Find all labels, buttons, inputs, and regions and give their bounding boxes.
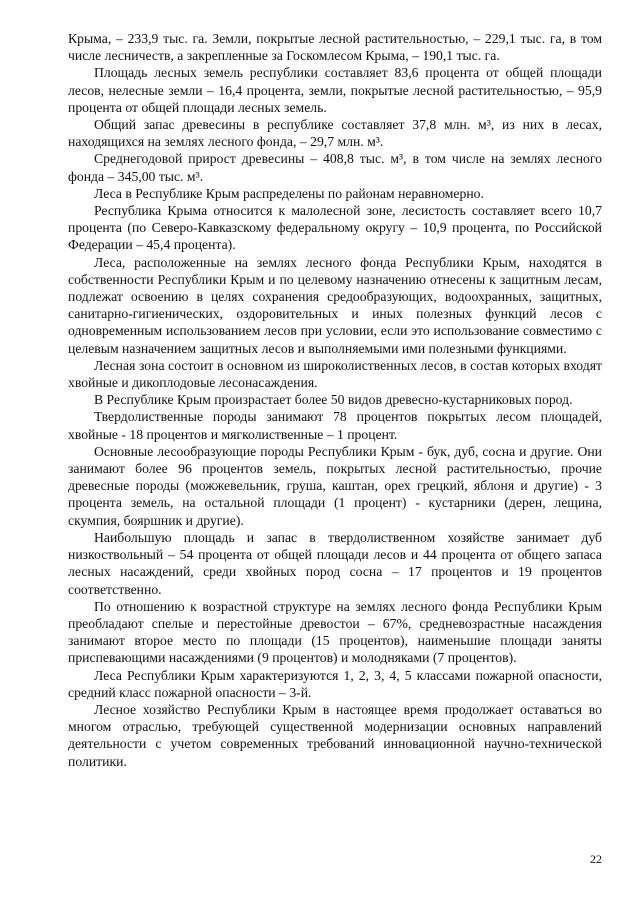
paragraph: Лесная зона состоит в основном из широколиственных лесов, в состав которых входят хвойные и дикоплодовые лесонасаждения. <box>68 357 602 391</box>
paragraph: Площадь лесных земель республики составляет 83,6 процента от общей площади лесов, нелесные земли – 16,4 процента, земли, покрытые лесной растительностью, – 95,9 процента от общей площади лесных земель. <box>68 65 602 115</box>
paragraph: Леса Республики Крым характеризуются 1, 2, 3, 4, 5 классами пожарной опасности, средний класс пожарной опасности – 3-й. <box>68 667 602 700</box>
paragraph: Общий запас древесины в республике составляет 37,8 млн. м³, из них в лесах, находящихся на землях лесного фонда, – 29,7 млн. м³. <box>68 117 602 150</box>
page-number: 22 <box>590 852 602 866</box>
paragraph: Лесное хозяйство Республики Крым в настоящее время продолжает оставаться во многом отраслью, требующей существенной модернизации основных направлений деятельности с учетом современных требований инновационной научно-технической политики. <box>68 701 602 769</box>
paragraph: Твердолиственные породы занимают 78 процентов покрытых лесом площадей, хвойные - 18 процентов и мягколиственные – 1 процент. <box>68 409 602 442</box>
paragraph: Среднегодовой прирост древесины – 408,8 тыс. м³, в том числе на землях лесного фонда – 345,00 тыс. м³. <box>68 151 602 184</box>
paragraph: Основные лесообразующие породы Республики Крым - бук, дуб, сосна и другие. Они занимают более 96 процентов земель, покрытых лесной растительностью, прочие древесные породы (можжевельник, груша, каштан, орех грецкий, яблоня и другие) - 3 процента земель, на остальной площади (1 процент) - кустарники (дерен, лещина, скумпия, бояршник и другие). <box>68 443 602 528</box>
paragraph: В Республике Крым произрастает более 50 видов древесно-кустарниковых пород. <box>94 392 573 408</box>
paragraph: Республика Крыма относится к малолесной зоне, лесистость составляет всего 10,7 процента (по Северо-Кавказскому федеральному округу – 10,9 процента, по Российской Федерации – 45,4 процента). <box>68 203 602 253</box>
paragraph: Леса, расположенные на землях лесного фонда Республики Крым, находятся в собственности Республики Крым и по целевому назначению отнесены к защитным лесам, подлежат освоению в целях сохранения средообразующих, водоохранных, защитных, санитарно-гигиенических, оздоровительных и иных полезных функций лесов с одновременным использованием лесов при условии, если это использование совместимо с целевым назначением защитных лесов и выполняемыми ими полезными функциями. <box>68 254 602 356</box>
paragraph: Крыма, – 233,9 тыс. га. Земли, покрытые лесной растительностью, – 229,1 тыс. га, в том числе лесничеств, а закрепленные за Госкомлесом Крыма, – 190,1 тыс. га. <box>68 31 602 64</box>
paragraph: Леса в Республике Крым распределены по районам неравномерно. <box>94 185 484 201</box>
paragraph: По отношению к возрастной структуре на землях лесного фонда Республики Крым преобладают спелые и перестойные древостои – 67%, средневозрастные насаждения занимают второе место по площади (15 процентов), наименьшие площади заняты приспевающими насаждениями (9 процентов) и молодняками (7 процентов). <box>68 598 602 666</box>
paragraph: Наибольшую площадь и запас в твердолиственном хозяйстве занимает дуб низкоствольный – 54 процента от общей площади лесов и 44 процента от общего запаса лесных насаждений, среди хвойных пород сосна – 17 процентов и 19 процентов соответственно. <box>68 529 602 597</box>
